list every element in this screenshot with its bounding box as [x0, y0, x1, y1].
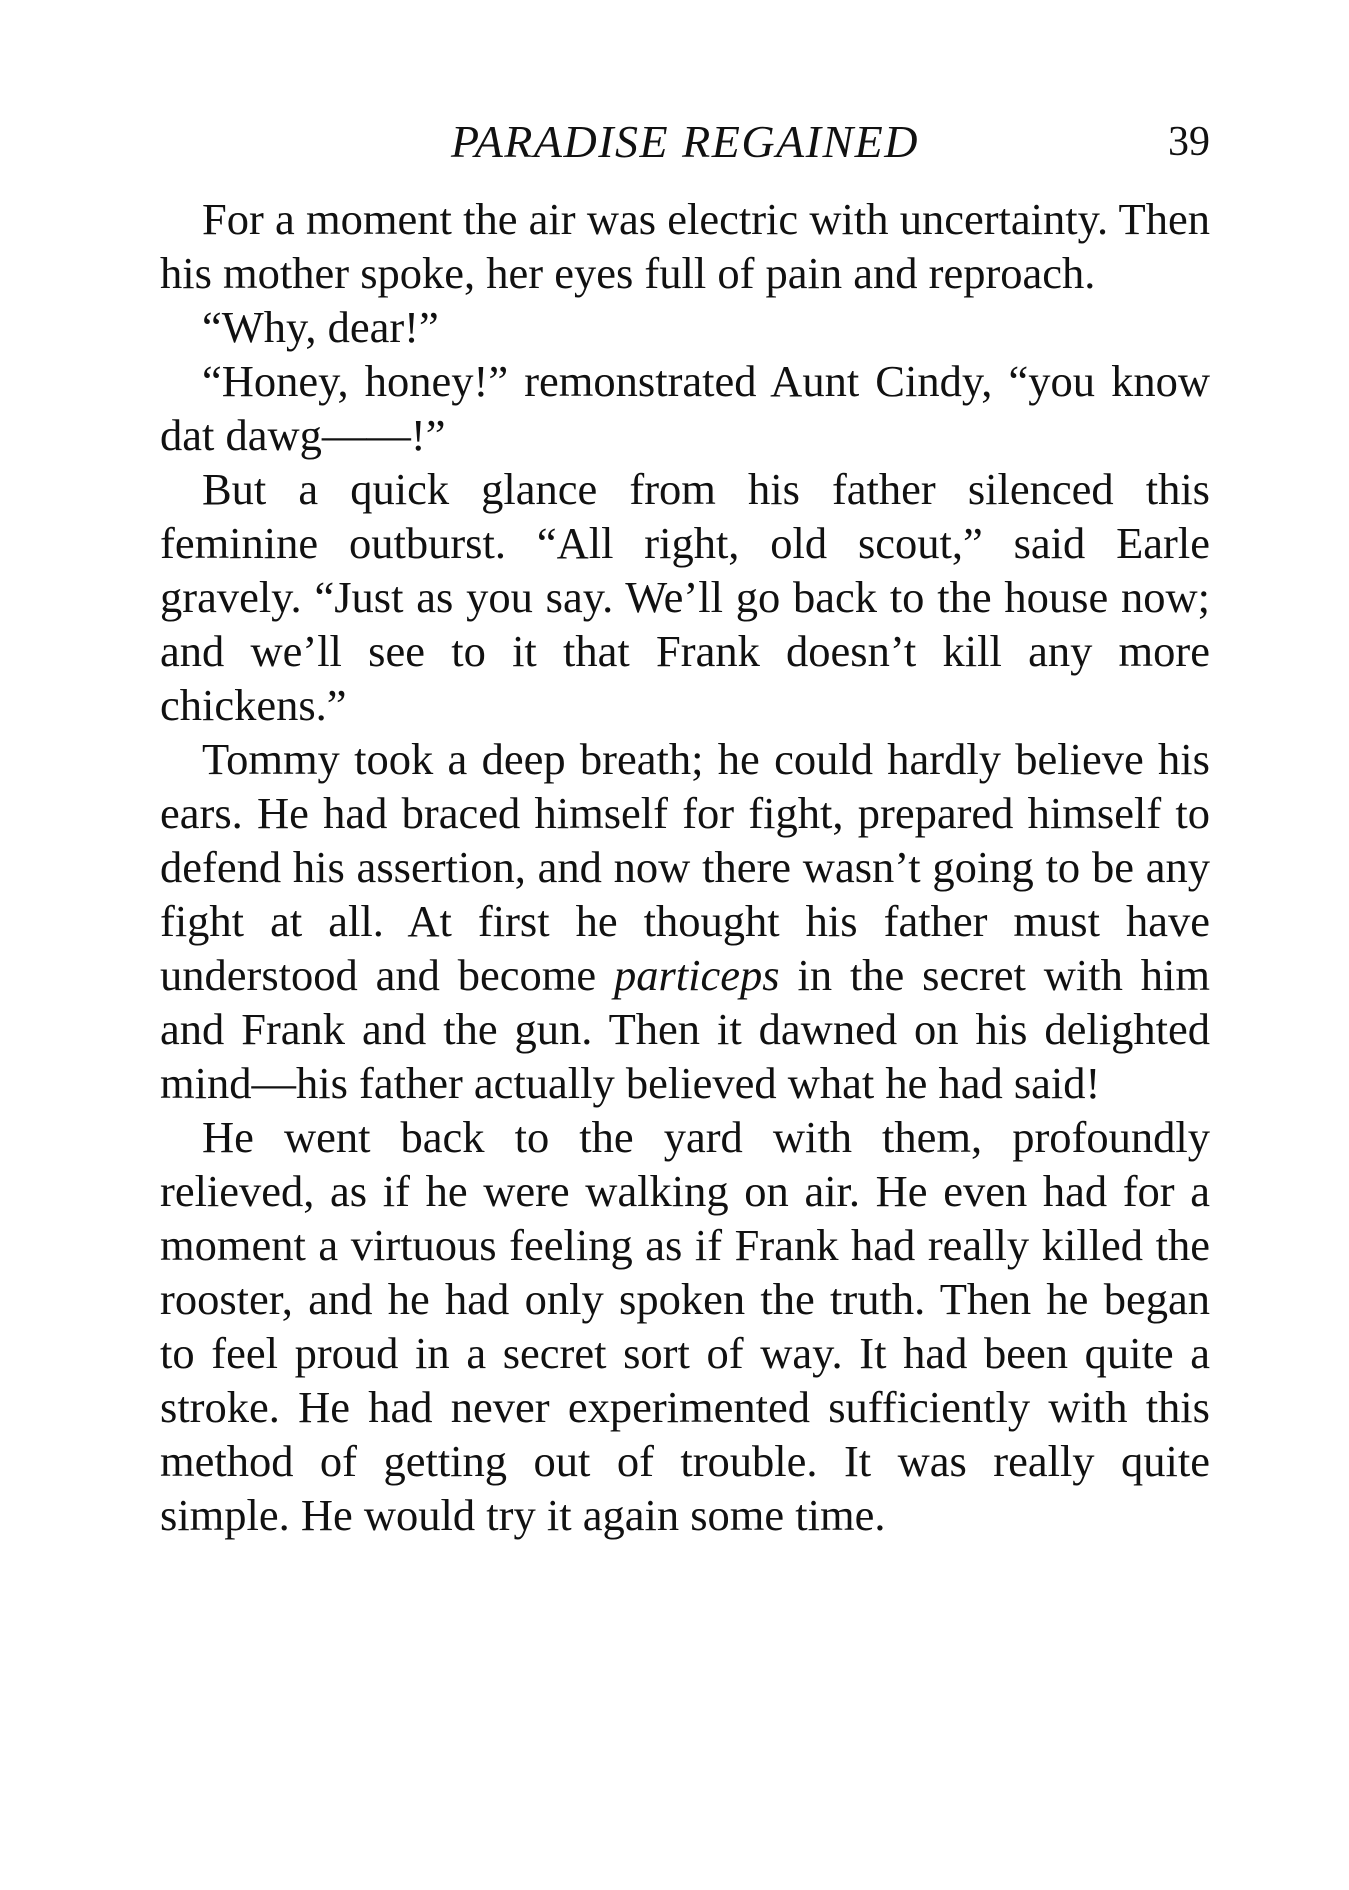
running-title: PARADISE REGAINED: [451, 116, 919, 167]
page-number: 39: [1168, 119, 1210, 165]
running-head: [160, 112, 1210, 172]
paragraph-text: Tommy took a deep breath; he could hardly believe his ears. He had braced himself for fight, prepared himself to defend his assertion, and now there wasn’t going to be any fight at all. At first he thought his father must have understood and become: [160, 734, 1210, 1000]
body-text: [160, 192, 1210, 1542]
italic-term: particeps: [613, 950, 780, 1000]
paragraph: [160, 732, 1210, 1110]
paragraph: He went back to the yard with them, profoundly relieved, as if he were walking on air. He even had for a moment a virtuous feeling as if Frank had really killed the rooster, and he had only spoken the truth. Then he began to feel proud in a secret sort of way. It had been quite a stroke. He had never experimented sufficiently with this method of getting out of trouble. It was really quite simple. He would try it again some time.: [160, 1112, 1210, 1540]
paragraph: But a quick glance from his father silenced this feminine outburst. “All right, old scout,” said Earle gravely. “Just as you say. We’ll go back to the house now; and we’ll see to it that Frank doesn’t kill any more chickens.”: [160, 464, 1210, 730]
paragraph: For a moment the air was electric with uncertainty. Then his mother spoke, her eyes full of pain and reproach.: [160, 194, 1210, 298]
paragraph: “Honey, honey!” remonstrated Aunt Cindy, “you know dat dawg——!”: [160, 356, 1210, 460]
paragraph-text: in the secret with him and Frank and the gun. Then it dawned on his delighted mind—his father actually believed what he had said!: [160, 950, 1210, 1108]
paragraph: “Why, dear!”: [202, 302, 439, 352]
